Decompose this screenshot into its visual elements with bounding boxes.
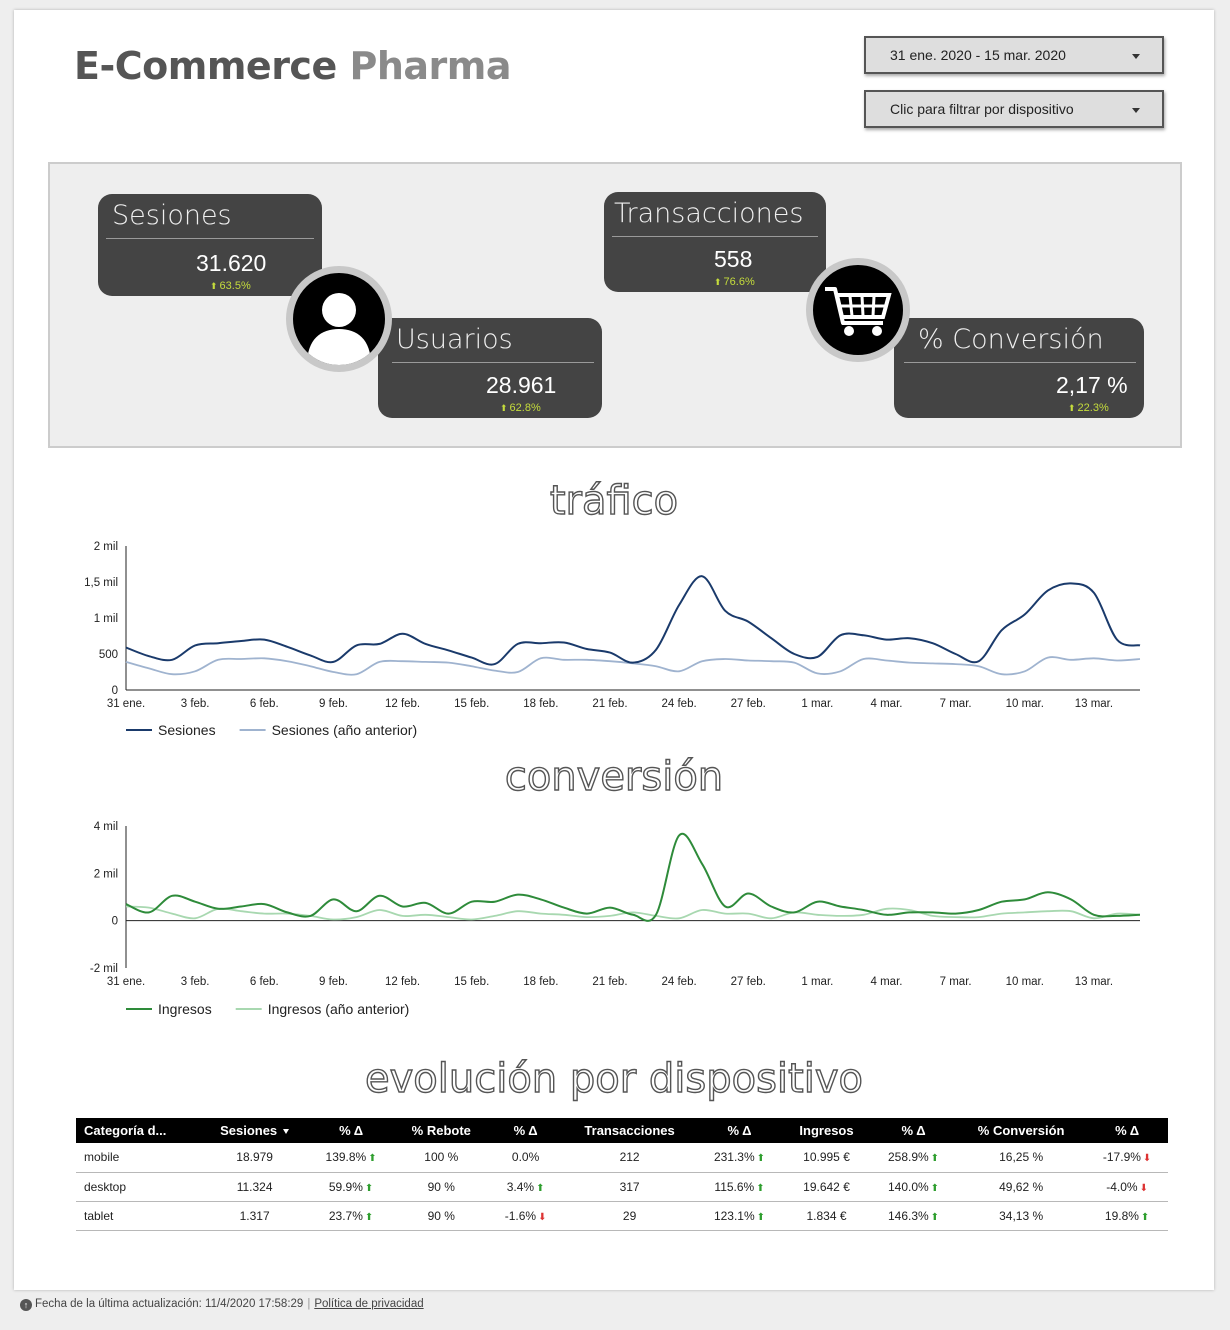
x-tick-label: 10 mar. [1005, 976, 1044, 988]
x-tick-label: 6 feb. [249, 976, 279, 988]
arrow-up-icon: ⬆ [756, 1211, 766, 1223]
shopping-cart-icon [806, 258, 910, 362]
legend-label: Sesiones [158, 722, 216, 738]
x-tick-label: 15 feb. [454, 976, 490, 988]
date-range-value: 31 ene. 2020 - 15 mar. 2020 [890, 47, 1066, 63]
y-tick-label: 4 mil [93, 821, 118, 833]
table-cell: 29 [562, 1201, 697, 1230]
arrow-up-icon: ⬆ [500, 403, 508, 413]
arrow-up-icon: ⬆ [536, 1182, 545, 1194]
table-cell: 123.1% ⬆ [697, 1201, 782, 1230]
x-tick-label: 21 feb. [592, 698, 628, 710]
column-header[interactable]: % Δ [309, 1118, 394, 1143]
kpi-label: Sesiones [112, 200, 232, 231]
arrow-up-icon: ⬆ [1140, 1211, 1150, 1223]
column-header[interactable]: % Conversión [956, 1118, 1086, 1143]
device-filter-value: Clic para filtrar por dispositivo [890, 101, 1074, 117]
x-tick-label: 7 mar. [939, 698, 972, 710]
column-header[interactable]: % Δ [489, 1118, 562, 1143]
x-tick-label: 1 mar. [801, 698, 834, 710]
table-cell: 90 % [394, 1201, 489, 1230]
table-cell: 1.317 [201, 1201, 309, 1230]
table-cell: 115.6% ⬆ [697, 1172, 782, 1201]
kpi-delta [714, 276, 755, 288]
kpi-value: 558 [714, 246, 753, 272]
kpi-delta-value: 76.6% [723, 276, 755, 288]
x-tick-label: 21 feb. [592, 976, 628, 988]
logo-primary: E-Commerce [74, 44, 337, 88]
column-header[interactable]: Sesiones [201, 1118, 309, 1143]
section-title-conversion: conversión [504, 754, 724, 800]
x-tick-label: 31 ene. [106, 698, 146, 710]
kpi-value: 31.620 [196, 250, 267, 276]
column-header[interactable]: % Δ [1086, 1118, 1168, 1143]
table-cell: 212 [562, 1143, 697, 1172]
x-tick-label: 18 feb. [523, 976, 559, 988]
device-table [76, 1118, 1168, 1231]
table-cell: -17.9% ⬇ [1086, 1143, 1168, 1172]
arrow-up-icon: ⬆ [1068, 403, 1076, 413]
kpi-delta [210, 280, 251, 292]
y-tick-label: 0 [111, 685, 118, 697]
chevron-down-icon [1132, 108, 1140, 113]
info-icon[interactable]: ↑ [20, 1299, 32, 1311]
table-cell: 139.8% ⬆ [309, 1143, 394, 1172]
table-cell: 0.0% [489, 1143, 562, 1172]
table-cell: 140.0% ⬆ [871, 1172, 956, 1201]
table-cell: -1.6% ⬇ [489, 1201, 562, 1230]
x-tick-label: 3 feb. [180, 976, 210, 988]
kpi-delta-value: 22.3% [1077, 402, 1109, 414]
column-header[interactable]: Ingresos [782, 1118, 871, 1143]
logo-secondary: Pharma [349, 44, 511, 88]
kpi-label: Usuarios [396, 324, 513, 355]
kpi-divider [392, 362, 594, 363]
footer-separator: | [307, 1298, 311, 1310]
table-row[interactable] [76, 1201, 1168, 1230]
kpi-delta [1068, 402, 1109, 414]
arrow-up-icon: ⬆ [210, 281, 218, 291]
table-cell: 10.995 € [782, 1143, 871, 1172]
legend-label: Ingresos (año anterior) [267, 1001, 410, 1017]
table-cell: 3.4% ⬆ [489, 1172, 562, 1201]
kpi-delta-value: 63.5% [219, 280, 251, 292]
table-cell: tablet [76, 1201, 201, 1230]
table-cell: 18.979 [201, 1143, 309, 1172]
table-cell: 11.324 [201, 1172, 309, 1201]
table-cell: 16,25 % [956, 1143, 1086, 1172]
x-tick-label: 24 feb. [661, 976, 697, 988]
kpi-divider [612, 236, 818, 237]
last-updated: Fecha de la última actualización: 11/4/2020 17:58:29 [35, 1298, 304, 1310]
kpi-value: 2,17 % [1056, 372, 1128, 398]
arrow-up-icon: ⬆ [368, 1153, 377, 1165]
x-tick-label: 9 feb. [319, 976, 348, 988]
kpi-delta [500, 402, 541, 414]
table-cell: 258.9% ⬆ [871, 1143, 956, 1172]
y-tick-label: 0 [111, 915, 118, 928]
y-tick-label: 500 [98, 649, 118, 661]
y-tick-label: 2 mil [93, 868, 118, 881]
kpi-divider [106, 238, 314, 239]
kpi-value: 28.961 [486, 372, 557, 398]
footer [20, 1298, 424, 1311]
column-header[interactable]: Transacciones [562, 1118, 697, 1143]
legend-label: Ingresos [158, 1001, 212, 1017]
column-header[interactable]: % Δ [697, 1118, 782, 1143]
column-header[interactable]: Categoría d... [76, 1118, 201, 1143]
table-cell: 49,62 % [956, 1172, 1086, 1201]
x-tick-label: 18 feb. [523, 698, 559, 710]
table-cell: 231.3% ⬆ [697, 1143, 782, 1172]
kpi-usuarios [378, 318, 602, 418]
table-cell: mobile [76, 1143, 201, 1172]
x-tick-label: 13 mar. [1074, 698, 1114, 710]
x-tick-label: 1 mar. [801, 976, 834, 988]
table-cell: 19.8% ⬆ [1086, 1201, 1168, 1230]
section-title-dispositivo: evolución por dispositivo [365, 1056, 863, 1102]
x-tick-label: 9 feb. [319, 698, 348, 710]
table-cell: 100 % [394, 1143, 489, 1172]
series-line-current [126, 834, 1140, 921]
x-tick-label: 31 ene. [106, 976, 146, 988]
table-cell: 317 [562, 1172, 697, 1201]
conversion-chart [14, 810, 1214, 1017]
x-tick-label: 13 mar. [1074, 976, 1114, 988]
table-cell: 1.834 € [782, 1201, 871, 1230]
logo [74, 44, 511, 88]
column-header[interactable]: % Rebote [394, 1118, 489, 1143]
series-line-current [126, 576, 1140, 664]
arrow-up-icon: ⬆ [930, 1211, 940, 1223]
kpi-transacciones [604, 192, 826, 292]
kpi-sesiones [98, 194, 322, 296]
x-tick-label: 27 feb. [730, 976, 766, 988]
x-tick-label: 12 feb. [384, 698, 421, 710]
table-row[interactable] [76, 1172, 1168, 1201]
sort-desc-icon[interactable] [283, 1129, 289, 1134]
table-cell: 146.3% ⬆ [871, 1201, 956, 1230]
kpi-delta-value: 62.8% [509, 402, 541, 414]
series-line-previous [126, 657, 1140, 675]
arrow-up-icon: ⬆ [756, 1182, 765, 1194]
kpi-label: % Conversión [918, 324, 1104, 355]
kpi-divider [904, 362, 1136, 363]
kpi-panel [48, 162, 1182, 448]
x-tick-label: 27 feb. [730, 698, 766, 710]
chevron-down-icon [1132, 54, 1140, 59]
traffic-chart [14, 530, 1214, 738]
arrow-up-icon: ⬆ [930, 1153, 940, 1165]
table-cell: -4.0% ⬇ [1086, 1172, 1168, 1201]
report-page [14, 10, 1214, 1290]
arrow-up-icon: ⬆ [364, 1182, 374, 1194]
table-cell: 23.7% ⬆ [309, 1201, 394, 1230]
table-cell: 59.9% ⬆ [309, 1172, 394, 1201]
arrow-up-icon: ⬆ [756, 1153, 766, 1165]
table-cell: 34,13 % [956, 1201, 1086, 1230]
x-tick-label: 12 feb. [384, 976, 421, 988]
table-cell: 90 % [394, 1172, 489, 1201]
table-cell: 19.642 € [782, 1172, 871, 1201]
column-header[interactable]: % Δ [871, 1118, 956, 1143]
kpi-label: Transacciones [614, 198, 804, 229]
table-header-row [76, 1118, 1168, 1143]
arrow-down-icon: ⬇ [1142, 1153, 1152, 1165]
user-avatar-icon [286, 266, 392, 372]
table-cell: desktop [76, 1172, 201, 1201]
kpi-conversion [894, 318, 1144, 418]
arrow-up-icon: ⬆ [364, 1211, 374, 1223]
privacy-link[interactable]: Política de privacidad [314, 1298, 424, 1310]
x-tick-label: 15 feb. [454, 698, 490, 710]
section-title-trafico: tráfico [549, 478, 679, 524]
device-filter-dropdown[interactable] [864, 90, 1164, 128]
x-tick-label: 24 feb. [661, 698, 697, 710]
arrow-down-icon: ⬇ [538, 1211, 547, 1223]
arrow-up-icon: ⬆ [930, 1182, 940, 1194]
date-range-selector[interactable] [864, 36, 1164, 74]
y-tick-label: -2 mil [89, 963, 118, 975]
table-row[interactable] [76, 1143, 1168, 1172]
y-tick-label: 1 mil [93, 613, 118, 625]
x-tick-label: 4 mar. [870, 976, 903, 988]
x-tick-label: 4 mar. [870, 698, 903, 710]
arrow-down-icon: ⬇ [1139, 1182, 1148, 1194]
x-tick-label: 3 feb. [180, 698, 210, 710]
y-tick-label: 2 mil [93, 541, 118, 553]
x-tick-label: 6 feb. [249, 698, 279, 710]
arrow-up-icon: ⬆ [714, 277, 722, 287]
x-tick-label: 10 mar. [1005, 698, 1044, 710]
legend-label: Sesiones (año anterior) [271, 722, 418, 738]
x-tick-label: 7 mar. [939, 976, 972, 988]
y-tick-label: 1,5 mil [84, 577, 118, 589]
